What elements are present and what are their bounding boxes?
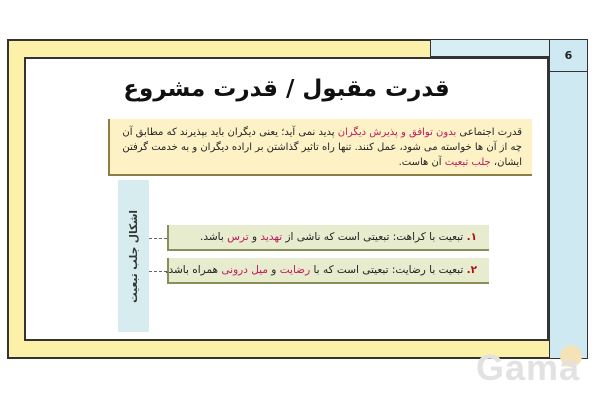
slide-title: قدرت مقبول / قدرت مشروع	[123, 76, 450, 102]
page-number: 6	[549, 39, 588, 72]
top-decor-strip	[430, 39, 550, 57]
definition-text-1: قدرت اجتماعی	[456, 127, 522, 138]
definition-highlight-2: جلب تبعیت	[444, 157, 491, 168]
item-text: همراه باشد.	[165, 264, 222, 276]
list-item	[167, 225, 489, 251]
item-number: ۱.	[466, 231, 477, 243]
list-item	[167, 258, 489, 284]
item-highlight: تهدید	[260, 231, 283, 243]
definition-text-3: آن هاست.	[398, 157, 445, 168]
side-label-box	[118, 180, 149, 332]
item-text: تبعیت با رضایت: تبعیتی است که با	[310, 264, 467, 276]
item-text: و	[248, 231, 261, 243]
item-highlight: میل درونی	[221, 264, 268, 276]
side-label: اشکال جلب تبعیت	[127, 209, 140, 303]
item-text: تبعیت با کراهت: تبعیتی است که ناشی از	[282, 231, 467, 243]
definition-box	[108, 119, 532, 176]
item-text: باشد.	[200, 231, 228, 243]
definition-highlight-1: بدون توافق و پذیرش دیگران	[337, 127, 457, 138]
item-highlight: ترس	[227, 231, 249, 243]
definition-text-2: پدید نمی آید؛ یعنی دیگران باید بپذیرند که مطابق آن چه از آن ها خواسته می شود، عمل کنند. تنها راه تاثیر گذاشتن بر اراده دیگران و به خدمت گرفتن ایشان،	[122, 127, 522, 168]
connector-line-1	[149, 238, 167, 239]
right-decor-strip	[549, 71, 588, 359]
item-number: ۲.	[466, 264, 477, 276]
watermark: Gama	[475, 347, 580, 388]
item-highlight: رضایت	[279, 264, 311, 276]
item-text: و	[267, 264, 280, 276]
